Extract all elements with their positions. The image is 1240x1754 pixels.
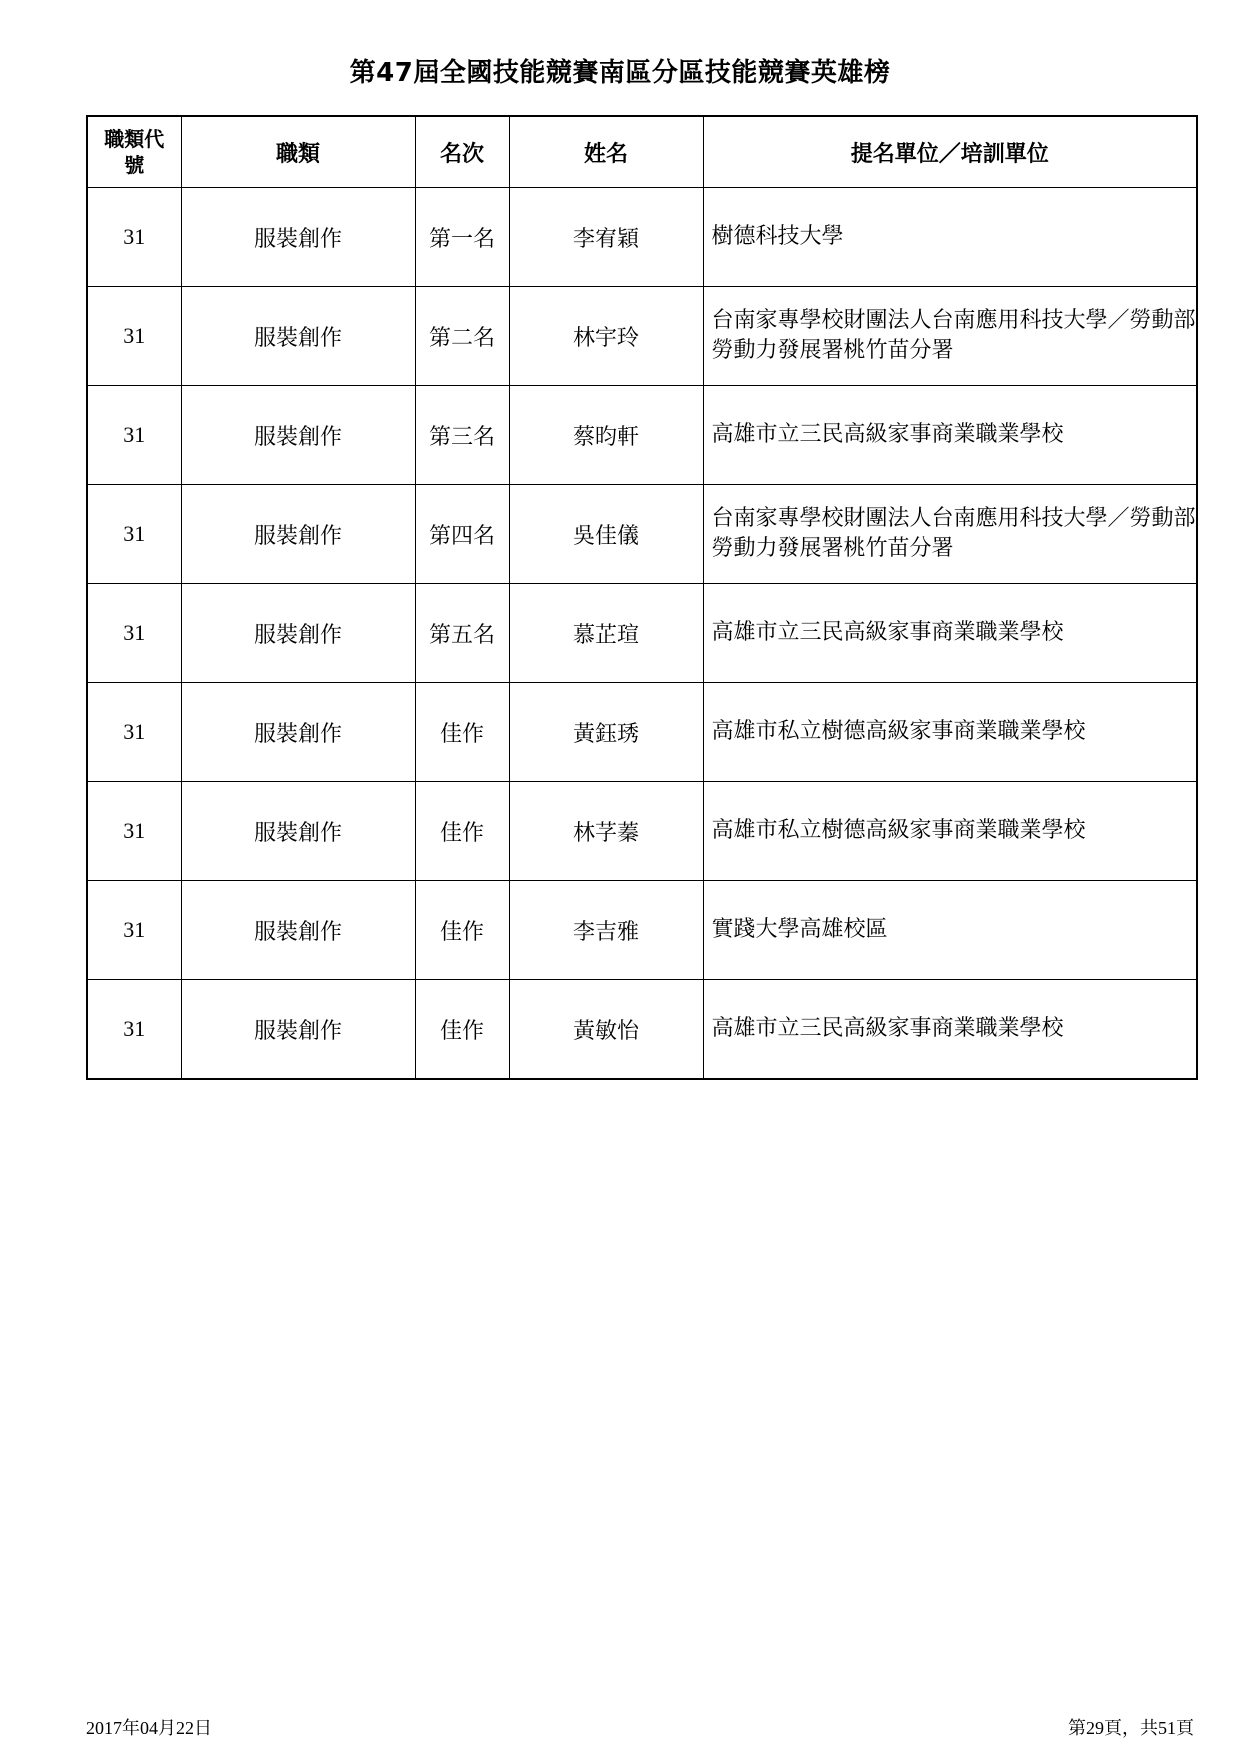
cell-code: 31 (87, 980, 181, 1080)
cell-code: 31 (87, 782, 181, 881)
table-header-row (87, 116, 1197, 188)
cell-category: 服裝創作 (181, 881, 415, 980)
cell-unit: 高雄市立三民高級家事商業職業學校 (703, 584, 1197, 683)
cell-rank: 佳作 (415, 683, 509, 782)
cell-unit: 台南家專學校財團法人台南應用科技大學／勞動部勞動力發展署桃竹苗分署 (703, 485, 1197, 584)
cell-rank: 佳作 (415, 782, 509, 881)
cell-category: 服裝創作 (181, 485, 415, 584)
cell-category: 服裝創作 (181, 584, 415, 683)
cell-code: 31 (87, 485, 181, 584)
table-row (87, 485, 1197, 584)
header-unit: 提名單位／培訓單位 (703, 116, 1197, 188)
cell-code: 31 (87, 386, 181, 485)
cell-category: 服裝創作 (181, 188, 415, 287)
cell-rank: 佳作 (415, 980, 509, 1080)
cell-code: 31 (87, 188, 181, 287)
page-title: 第47屆全國技能競賽南區分區技能競賽英雄榜 (349, 58, 891, 88)
table-row (87, 188, 1197, 287)
cell-rank: 第五名 (415, 584, 509, 683)
cell-unit: 高雄市私立樹德高級家事商業職業學校 (703, 782, 1197, 881)
cell-name: 黃鈺琇 (509, 683, 703, 782)
cell-rank: 第三名 (415, 386, 509, 485)
cell-category: 服裝創作 (181, 386, 415, 485)
cell-rank: 第二名 (415, 287, 509, 386)
table-row (87, 287, 1197, 386)
honor-roll-table (86, 115, 1198, 1080)
cell-unit: 高雄市私立樹德高級家事商業職業學校 (703, 683, 1197, 782)
cell-unit: 高雄市立三民高級家事商業職業學校 (703, 386, 1197, 485)
cell-unit: 實踐大學高雄校區 (703, 881, 1197, 980)
cell-name: 慕芷瑄 (509, 584, 703, 683)
header-name: 姓名 (509, 116, 703, 188)
cell-name: 林芓蓁 (509, 782, 703, 881)
table-row (87, 980, 1197, 1080)
footer-date: 2017年04月22日 (86, 1718, 212, 1738)
cell-name: 蔡昀軒 (509, 386, 703, 485)
cell-name: 黃敏怡 (509, 980, 703, 1080)
header-rank: 名次 (415, 116, 509, 188)
cell-rank: 第一名 (415, 188, 509, 287)
cell-unit: 樹德科技大學 (703, 188, 1197, 287)
cell-rank: 佳作 (415, 881, 509, 980)
cell-name: 李宥穎 (509, 188, 703, 287)
cell-category: 服裝創作 (181, 782, 415, 881)
table-row (87, 881, 1197, 980)
table-row (87, 386, 1197, 485)
cell-unit: 台南家專學校財團法人台南應用科技大學／勞動部勞動力發展署桃竹苗分署 (703, 287, 1197, 386)
footer-page-number: 第29頁，共51頁 (1068, 1718, 1194, 1738)
cell-rank: 第四名 (415, 485, 509, 584)
table-row (87, 584, 1197, 683)
cell-unit: 高雄市立三民高級家事商業職業學校 (703, 980, 1197, 1080)
cell-name: 吳佳儀 (509, 485, 703, 584)
table-row (87, 683, 1197, 782)
cell-category: 服裝創作 (181, 683, 415, 782)
cell-category: 服裝創作 (181, 980, 415, 1080)
cell-code: 31 (87, 287, 181, 386)
header-category: 職類 (181, 116, 415, 188)
cell-code: 31 (87, 584, 181, 683)
cell-code: 31 (87, 683, 181, 782)
cell-category: 服裝創作 (181, 287, 415, 386)
cell-name: 李吉雅 (509, 881, 703, 980)
cell-code: 31 (87, 881, 181, 980)
cell-name: 林宇玲 (509, 287, 703, 386)
table-row (87, 782, 1197, 881)
header-code: 職類代號 (87, 116, 181, 188)
